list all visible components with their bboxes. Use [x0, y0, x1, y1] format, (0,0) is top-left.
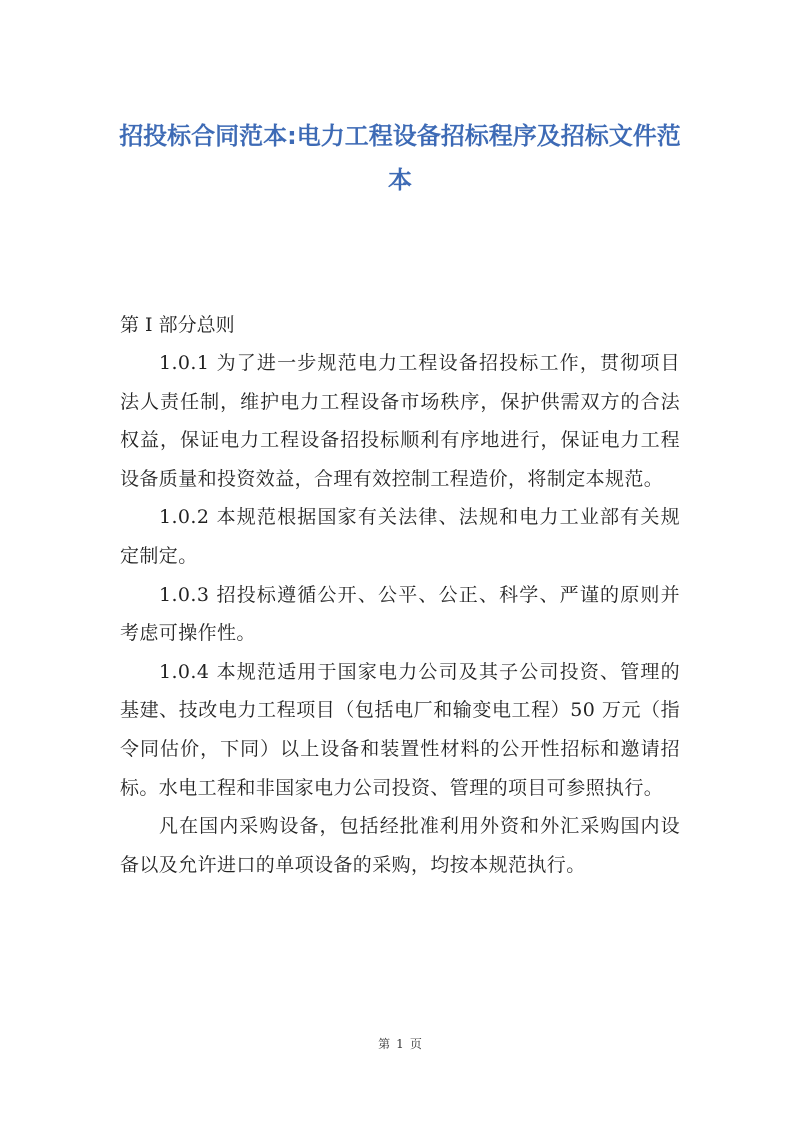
document-title: 招投标合同范本:电力工程设备招标程序及招标文件范本 [119, 122, 681, 194]
page-footer-suffix: 页 [409, 1037, 422, 1051]
page-footer-prefix: 第 [378, 1037, 391, 1051]
page-footer [0, 1036, 800, 1052]
paragraph-1-0-4: 1.0.4 本规范适用于国家电力公司及其子公司投资、管理的基建、技改电力工程项目（包括电厂和输变电工程）50 万元（指令同估价，下同）以上设备和装置性材料的公开性招标和邀请招标。水电工程和非国家电力公司投资、管理的项目可参照执行。 [120, 660, 680, 799]
document-body [120, 344, 680, 884]
paragraph-procurement-scope: 凡在国内采购设备，包括经批准利用外资和外汇采购国内设备以及允许进口的单项设备的采购，均按本规范执行。 [120, 815, 680, 876]
section-heading: 第 I 部分总则 [120, 314, 235, 336]
paragraph-1-0-2: 1.0.2 本规范根据国家有关法律、法规和电力工业部有关规定制定。 [120, 506, 680, 567]
paragraph-1-0-1: 1.0.1 为了进一步规范电力工程设备招投标工作，贯彻项目法人责任制，维护电力工程设备市场秩序，保护供需双方的合法权益，保证电力工程设备招投标顺利有序地进行，保证电力工程设备质量和投资效益，合理有效控制工程造价，将制定本规范。 [120, 352, 680, 490]
page-number: 1 [396, 1037, 404, 1051]
paragraph-1-0-3: 1.0.3 招投标遵循公开、公平、公正、科学、严谨的原则并考虑可操作性。 [120, 583, 680, 645]
